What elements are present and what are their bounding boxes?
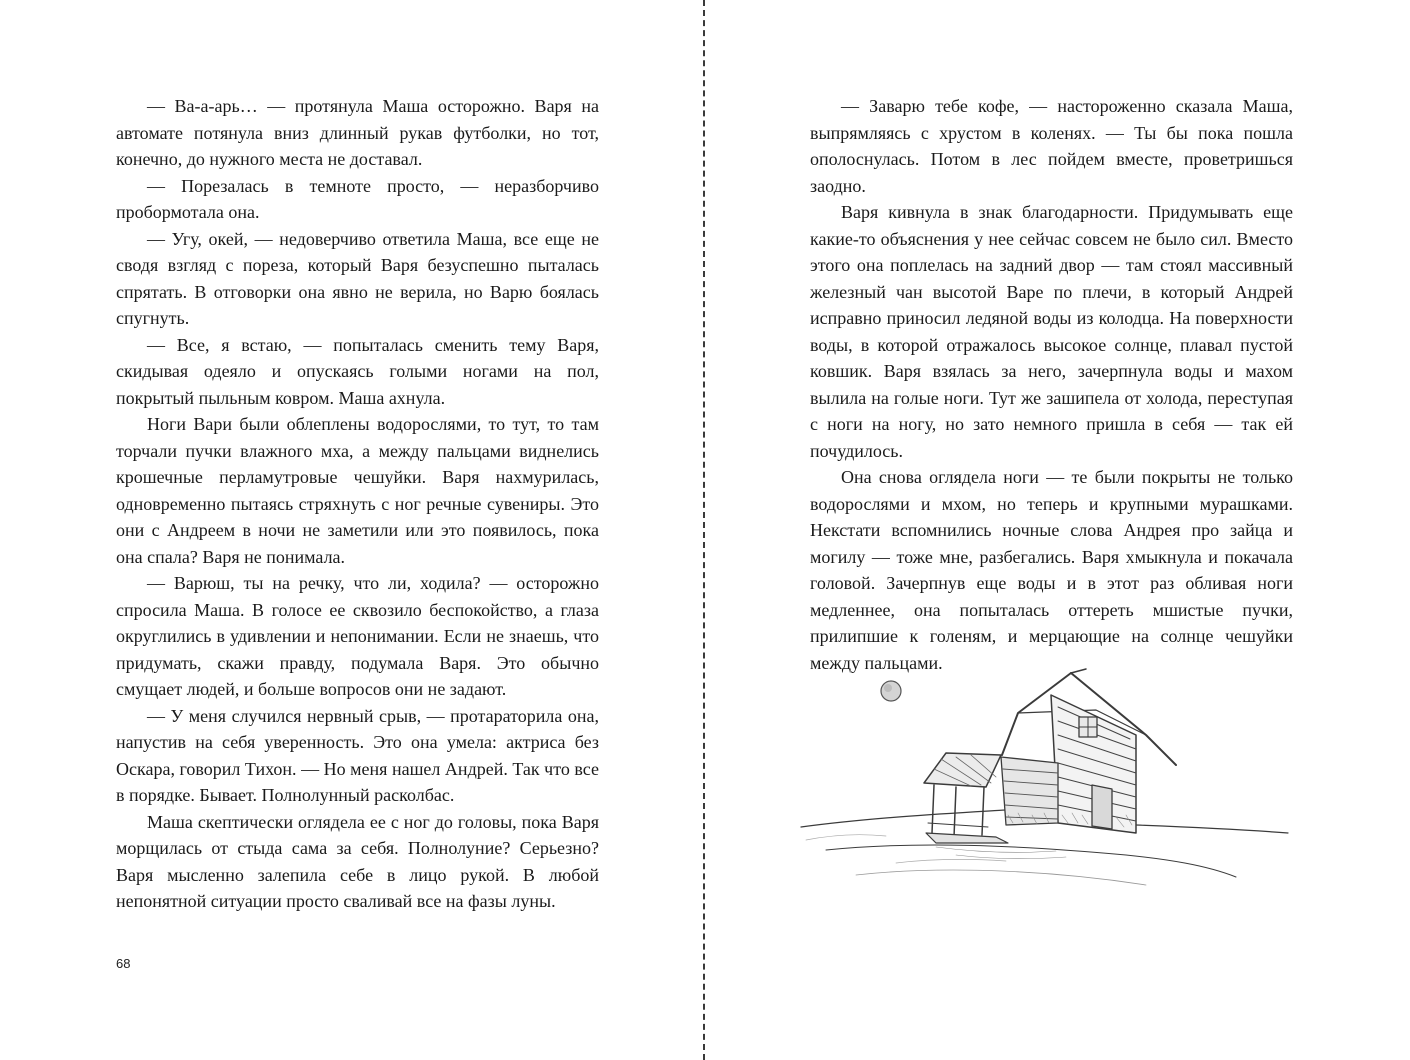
- paragraph: — У меня случился нервный срыв, — протараторила она, напустив на себя уверенность. Это она умела: актриса без Оскара, говорил Тихон. — Но меня нашел Андрей. Так что все в порядке. Бывает. Полнолунный расколбас.: [116, 705, 599, 805]
- page-divider: [703, 0, 705, 1060]
- left-page-text: [116, 93, 599, 915]
- paragraph: Маша скептически оглядела ее с ног до головы, пока Варя морщилась от стыда сама за себя. Полнолуние? Серьезно? Варя мысленно залепила себе в лицо рукой. В любой непонятной ситуации просто сваливай все на фазы луны.: [116, 811, 599, 911]
- right-page: [706, 0, 1410, 1060]
- paragraph: — Все, я встаю, — попыталась сменить тему Варя, скидывая одеяло и опускаясь голыми ногами на пол, покрытый пыльным ковром. Маша ахнула.: [116, 334, 599, 408]
- paragraph: — Варюш, ты на речку, что ли, ходила? — осторожно спросила Маша. В голосе ее сквозило беспокойство, а глаза округлились в удивлении и непонимании. Если не знаешь, что придумать, скажи правду, подумала Варя. Это обычно смущает людей, и больше вопросов они не задают.: [116, 573, 599, 699]
- paragraph: — Порезалась в темноте просто, — неразборчиво пробормотала она.: [116, 175, 599, 222]
- paragraph: — Ва-а-арь… — протянула Маша осторожно. Варя на автомате потянула вниз длинный рукав футболки, но тот, конечно, до нужного места не доставал.: [116, 96, 599, 169]
- page-number: 68: [116, 956, 131, 971]
- paragraph: Она снова оглядела ноги — те были покрыты не только водорослями и мхом, но теперь и крупными мурашками. Некстати вспомнились ночные слова Андрея про зайца и могилу — тоже мне, разбегались. Варя хмыкнула и покачала головой. Зачерпнув еще воды и в этот раз обливая ноги медленнее, она попыталась оттереть мшистые пучки, прилипшие к голеням, и мерцающие на солнце чешуйки между пальцами.: [810, 467, 1293, 673]
- right-page-text: [810, 93, 1293, 676]
- paragraph: Ноги Вари были облеплены водорослями, то тут, то там торчали пучки влажного мха, а между пальцами виднелись крошечные перламутровые чешуйки. Варя нахмурилась, одновременно пытаясь стряхнуть с ног речные сувениры. Это они с Андреем в ночи не заметили или это появилось, пока она спала? Варя не понимала.: [116, 414, 599, 567]
- log-cabin-sketch-icon: [796, 665, 1296, 915]
- left-page: [0, 0, 704, 1060]
- paragraph: — Угу, окей, — недоверчиво ответила Маша, все еще не сводя взгляд с пореза, который Варя безуспешно пыталась спрятать. В отговорки она явно не верила, но Варю боялась спугнуть.: [116, 228, 599, 328]
- paragraph: — Заварю тебе кофе, — настороженно сказала Маша, выпрямляясь с хрустом в коленях. — Ты бы пока пошла ополоснулась. Потом в лес пойдем вместе, проветришься заодно.: [810, 96, 1293, 196]
- paragraph: Варя кивнула в знак благодарности. Придумывать еще какие-то объяснения у нее сейчас совсем не было сил. Вместо этого она поплелась на задний двор — там стоял массивный железный чан высотой Варе по плечи, в который Андрей исправно приносил ледяной воды из колодца. На поверхности воды, в которой отражалось высокое солнце, плавал пустой ковшик. Варя взялась за него, зачерпнула воды и махом вылила на голые ноги. Тут же зашипела от холода, переступая с ноги на ногу, но зато немного пришла в себя — так ей почудилось.: [810, 202, 1293, 461]
